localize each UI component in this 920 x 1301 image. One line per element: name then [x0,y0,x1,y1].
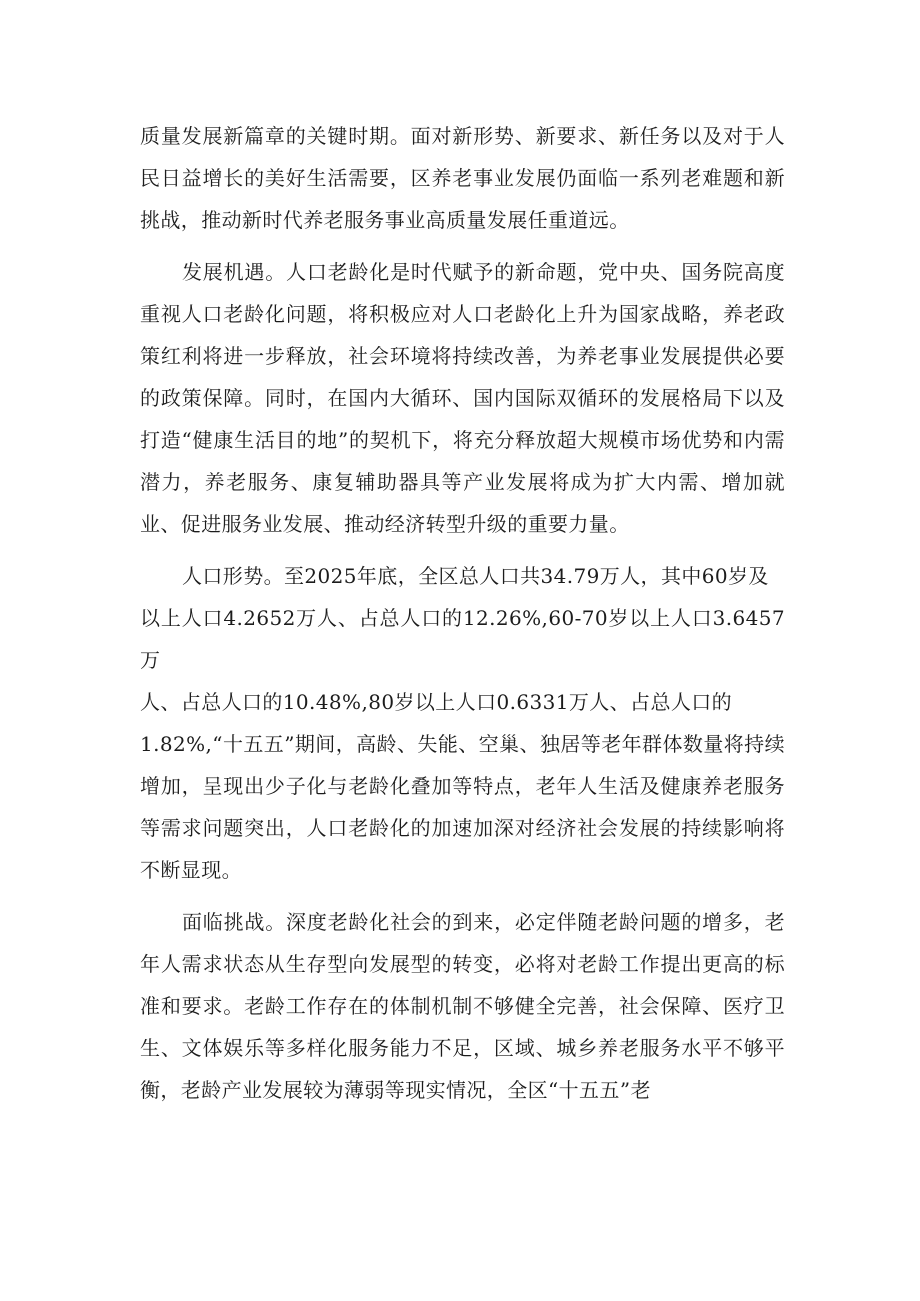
paragraph-challenges: 面临挑战。深度老龄化社会的到来，必定伴随老龄问题的增多，老年人需求状态从生存型向发展型的转变，必将对老龄工作提出更高的标准和要求。老龄工作存在的体制机制不够健全完善，社会保障、医疗卫生、文体娱乐等多样化服务能力不足，区域、城乡养老服务水平不够平衡，老龄产业发展较为薄弱等现实情况，全区“十五五”老 [140,910,785,1102]
document-body [140,115,785,1121]
paragraph-development-opportunities: 发展机遇。人口老龄化是时代赋予的新命题，党中央、国务院高度重视人口老龄化问题，将积极应对人口老龄化上升为国家战略，养老政策红利将进一步释放，社会环境将持续改善，为养老事业发展提供必要的政策保障。同时，在国内大循环、国内国际双循环的发展格局下以及打造“健康生活目的地”的契机下，将充分释放超大规模市场优势和内需潜力，养老服务、康复辅助器具等产业发展将成为扩大内需、增加就业、促进服务业发展、推动经济转型升级的重要力量。 [140,260,785,536]
population-line-4: 1.82%,“十五五”期间，高龄、失能、空巢、独居等老年群体数量将持续增加，呈现出少子化与老龄化叠加等特点，老年人生活及健康养老服务等需求问题突出，人口老龄化的加速加深对经济社会发展的持续影响将不断显现。 [140,732,785,882]
paragraph-population-situation [140,555,785,891]
population-line-1: 人口形势。至2025年底，全区总人口共34.79万人，其中60岁及 [182,564,769,588]
paragraph-intro-continued: 质量发展新篇章的关键时期。面对新形势、新要求、新任务以及对于人民日益增长的美好生活需要，区养老事业发展仍面临一系列老难题和新挑战，推动新时代养老服务事业高质量发展任重道远。 [140,124,785,232]
population-line-2: 以上人口4.2652万人、占总人口的12.26%,60-70岁以上人口3.6457万 [140,606,785,672]
population-line-3: 人、占总人口的10.48%,80岁以上人口0.6331万人、占总人口的 [140,690,733,714]
